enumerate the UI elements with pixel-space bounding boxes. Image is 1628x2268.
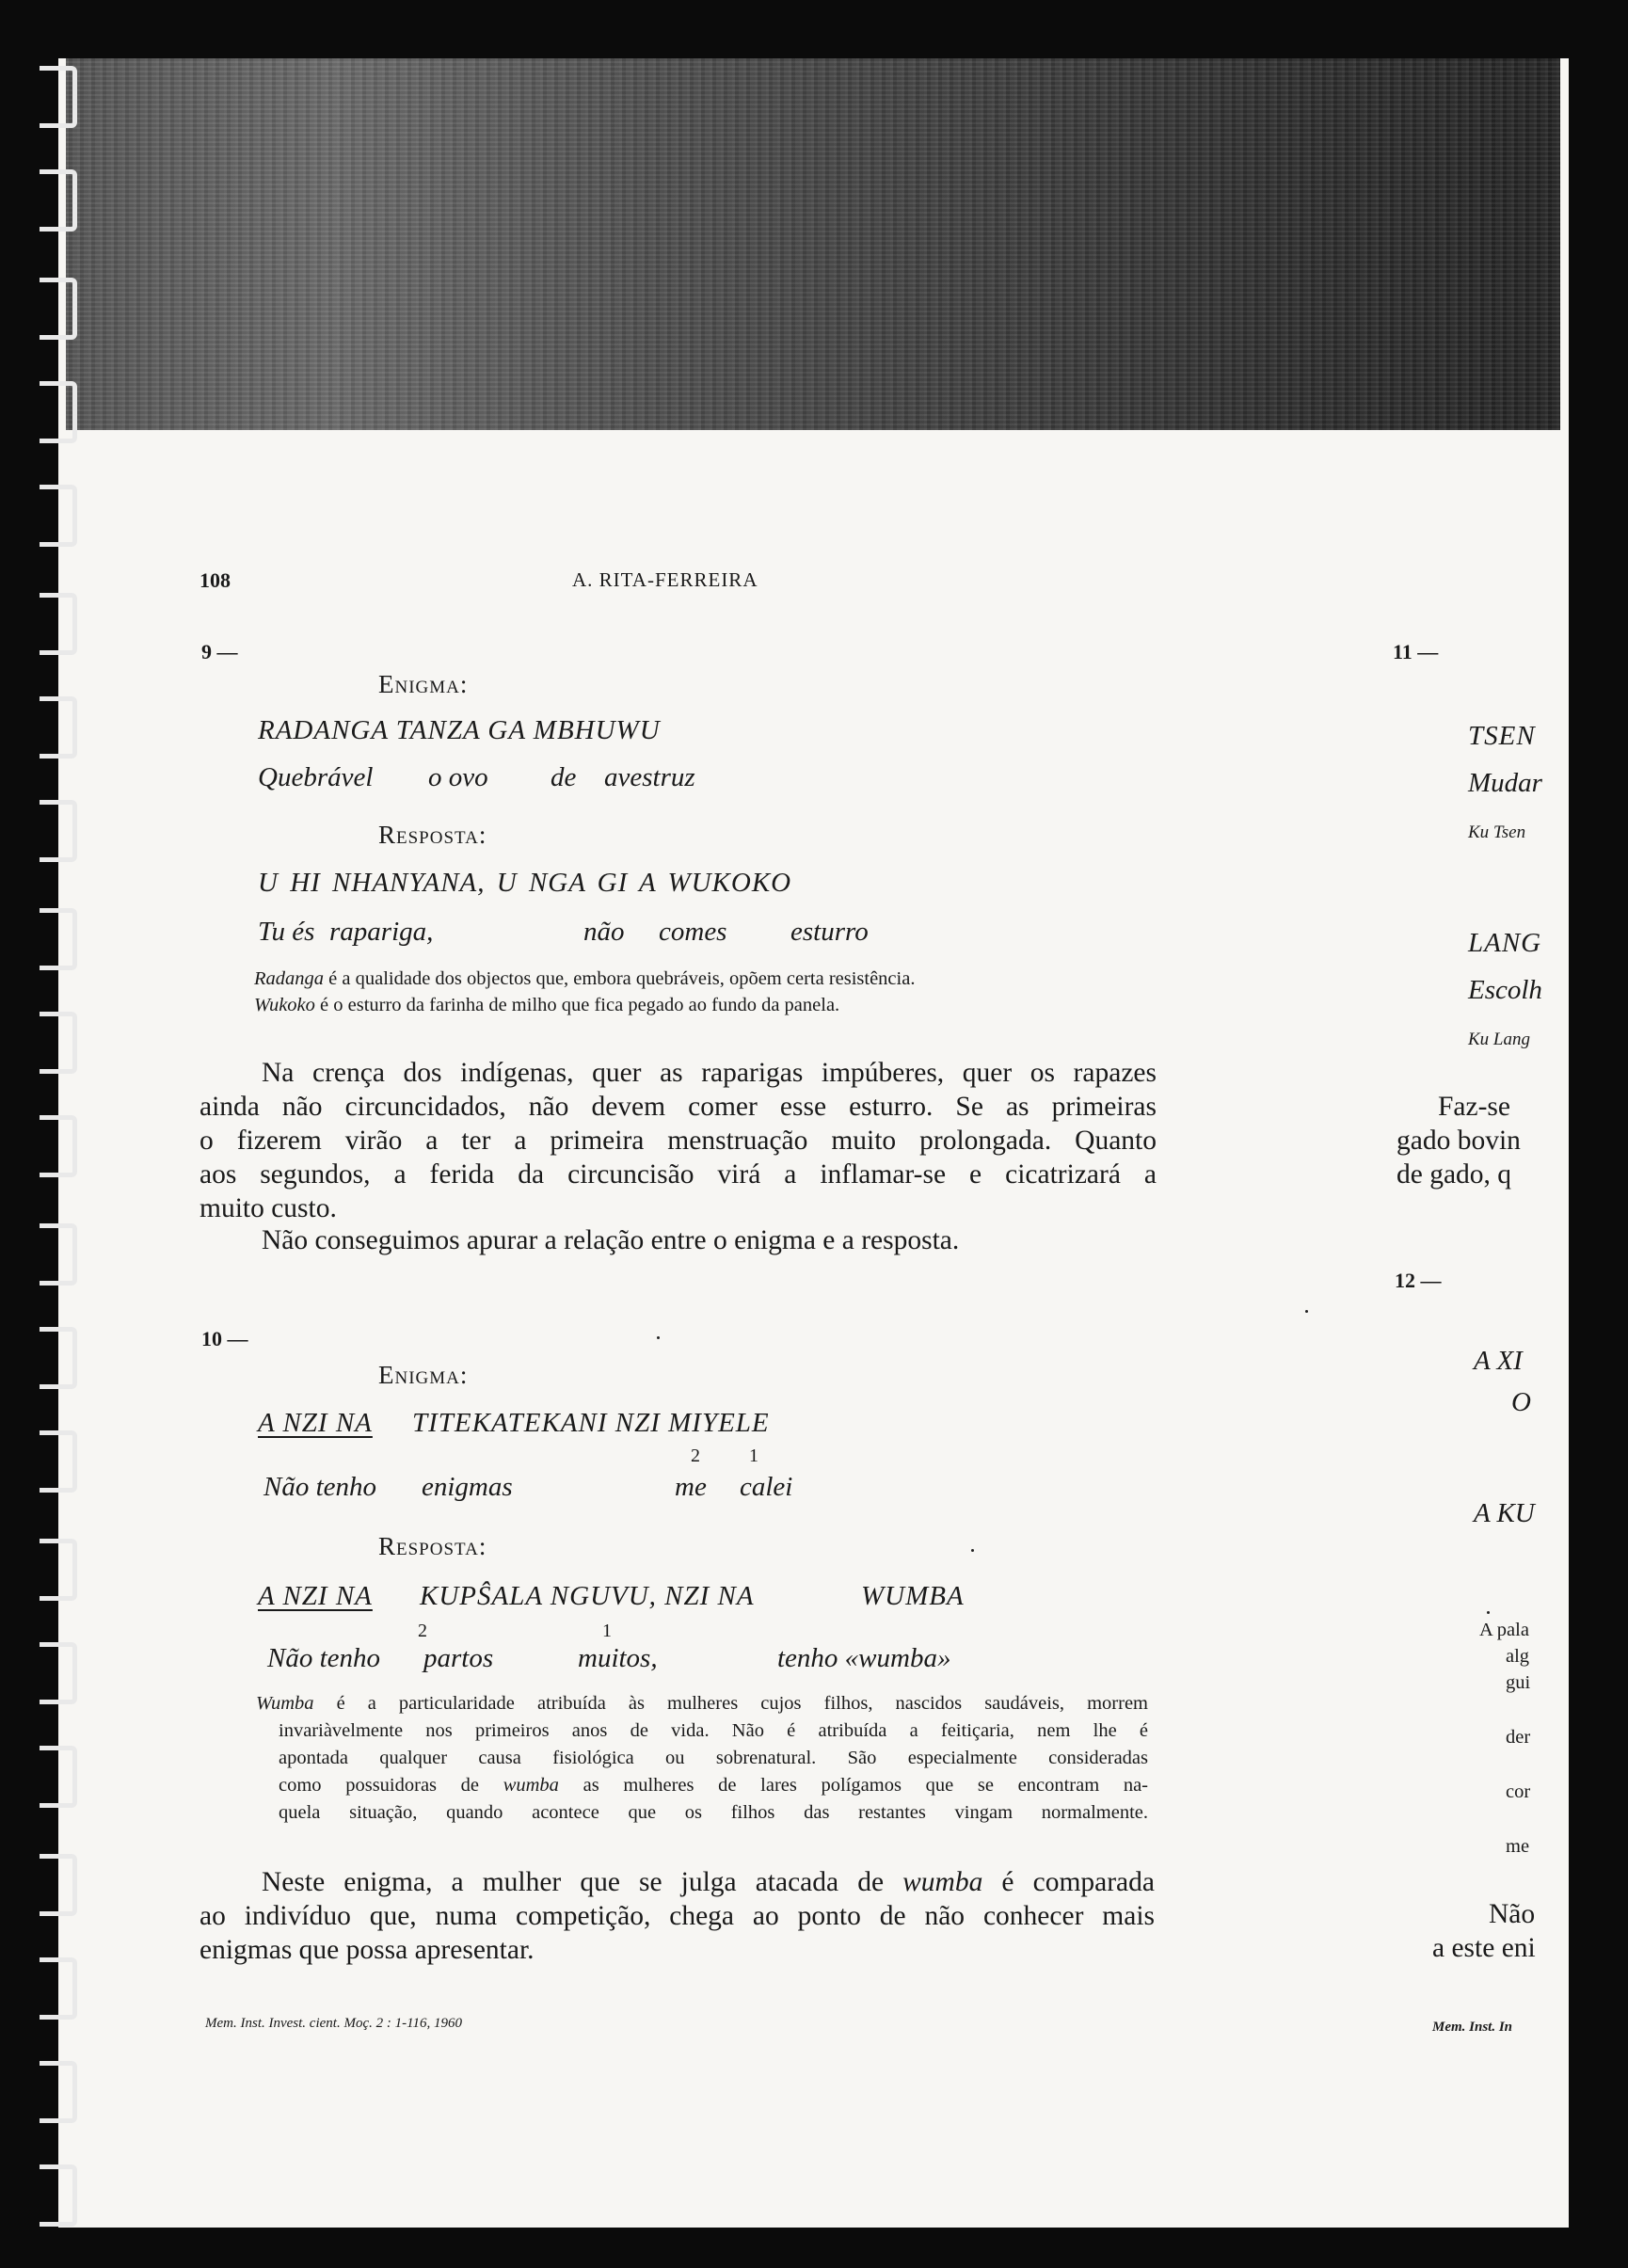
right-line-2: gado bovin — [1397, 1126, 1521, 1156]
footer-citation: Mem. Inst. Invest. cient. Moç. 2 : 1-116, 1960 — [205, 2016, 462, 2031]
entry-9-resposta-gloss-4: comes — [659, 917, 727, 947]
right-note-3: gui — [1506, 1672, 1531, 1693]
right-note-1: A pala — [1479, 1620, 1529, 1640]
entry-9-note-1: Radanga é a qualidade dos objectos que, embora quebráveis, opõem certa resistência. — [254, 968, 916, 989]
right-axi: A XI — [1474, 1346, 1523, 1376]
right-note-5: cor — [1506, 1781, 1531, 1802]
right-mudar: Mudar — [1468, 768, 1542, 798]
entry-10-note: Wumba é a particularidade atribuída às mulheres cujos filhos, nascidos saudáveis, morrem invariàvelmente nos primeiros anos de vida. Não é atribuída a feitiçaria, nem lhe é apontada qualquer causa fisiológica ou sobrenatural. São especialmente consideradas como possuidoras de wumba as mulheres de lares polígamos que se encontram na- quela situação, quando acontece que os filhos das restantes vingam normalmente. — [256, 1693, 1148, 1823]
right-o: O — [1511, 1387, 1531, 1417]
entry-9-gloss-1: Quebrável — [258, 762, 374, 792]
right-entry-12-number: 12 — — [1395, 1269, 1442, 1292]
right-ku-lang: Ku Lang — [1468, 1030, 1530, 1049]
entry-10-enigma-native-a: A NZI NA — [258, 1408, 373, 1438]
right-ku-tsen: Ku Tsen — [1468, 823, 1526, 842]
entry-10-resposta-native-b: KUPŜALA NGUVU, NZI NA — [420, 1581, 755, 1611]
running-title: A. RITA-FERREIRA — [572, 568, 758, 591]
entry-9-gloss-4: avestruz — [604, 762, 695, 792]
entry-10-resposta-gloss-2: partos — [423, 1643, 494, 1673]
right-note-2: alg — [1506, 1646, 1530, 1667]
entry-9-enigma-label: Enigma: — [378, 670, 469, 698]
entry-9-resposta-gloss-3: não — [583, 917, 625, 947]
entry-10-enigma-sup-1: 2 — [691, 1445, 700, 1466]
right-line-1: Faz-se — [1438, 1092, 1510, 1122]
entry-10-gloss-1: Não tenho — [263, 1472, 377, 1502]
spiral-binding — [40, 56, 87, 2240]
right-aku: A KU — [1474, 1498, 1535, 1528]
right-note-4: der — [1506, 1727, 1531, 1748]
entry-10-resposta-gloss-4: tenho «wumba» — [777, 1643, 951, 1673]
entry-9-enigma-native: RADANGA TANZA GA MBHUWU — [258, 715, 661, 745]
entry-10-resposta-sup-2: 1 — [602, 1621, 612, 1641]
entry-10-gloss-2: enigmas — [422, 1472, 513, 1502]
right-note-6: me — [1506, 1836, 1530, 1857]
entry-10-gloss-4: calei — [740, 1472, 793, 1502]
scan-artifact-band — [66, 58, 1560, 430]
entry-9-resposta-label: Resposta: — [378, 821, 487, 849]
entry-10-resposta-native-a: A NZI NA — [258, 1581, 373, 1611]
entry-10-number: 10 — — [201, 1327, 248, 1350]
entry-10-paragraph: Neste enigma, a mulher que se julga atacada de wumba é comparada ao indivíduo que, numa competição, chega ao ponto de não conhecer mais enigmas que possa apresentar. — [200, 1867, 1155, 1965]
right-lang: LANG — [1468, 928, 1542, 958]
entry-10-resposta-sup-1: 2 — [418, 1621, 427, 1641]
right-entry-11-number: 11 — — [1393, 640, 1439, 663]
entry-9-resposta-gloss-2: rapariga, — [329, 917, 434, 947]
entry-9-note-2: Wukoko é o esturro da farinha de milho que fica pegado ao fundo da panela. — [254, 995, 840, 1015]
right-tsen: TSEN — [1468, 721, 1536, 751]
entry-9-gloss-2: o ovo — [428, 762, 488, 792]
entry-10-resposta-label: Resposta: — [378, 1532, 487, 1560]
right-line-4: Não — [1489, 1899, 1536, 1929]
entry-10-resposta-native-c: WUMBA — [861, 1581, 965, 1611]
entry-10-gloss-3: me — [675, 1472, 707, 1502]
entry-10-enigma-sup-2: 1 — [749, 1445, 758, 1466]
entry-9-resposta-gloss-1: Tu és — [258, 917, 315, 947]
right-escolh: Escolh — [1468, 975, 1542, 1005]
page-number: 108 — [200, 568, 231, 592]
entry-9-paragraph: Na crença dos indígenas, quer as raparigas impúberes, quer os rapazes ainda não circuncidados, não devem comer esse esturro. Se as primeiras o fizerem virão a ter a primeira menstruação muito prolongada. Quanto aos segundos, a ferida da circuncisão virá a inflamar-se e cicatrizará a muito custo. — [200, 1058, 1157, 1223]
entry-9-gloss-3: de — [551, 762, 577, 792]
right-line-3: de gado, q — [1397, 1159, 1512, 1190]
entry-10-resposta-gloss-1: Não tenho — [267, 1643, 381, 1673]
entry-10-enigma-label: Enigma: — [378, 1361, 469, 1389]
entry-10-resposta-gloss-3: muitos, — [578, 1643, 658, 1673]
entry-9-resposta-gloss-5: esturro — [790, 917, 869, 947]
right-line-5: a este eni — [1432, 1933, 1536, 1963]
footer-citation-right: Mem. Inst. In — [1432, 2020, 1513, 2035]
entry-9-number: 9 — — [201, 640, 238, 663]
facing-page-fragment — [1393, 414, 1551, 2033]
entry-9-paragraph-2: Não conseguimos apurar a relação entre o enigma e a resposta. — [262, 1225, 960, 1255]
entry-10-enigma-native-b: TITEKATEKANI NZI MIYELE — [412, 1408, 770, 1438]
entry-9-resposta-native: U HI NHANYANA, U NGA GI A WUKOKO — [258, 868, 792, 898]
